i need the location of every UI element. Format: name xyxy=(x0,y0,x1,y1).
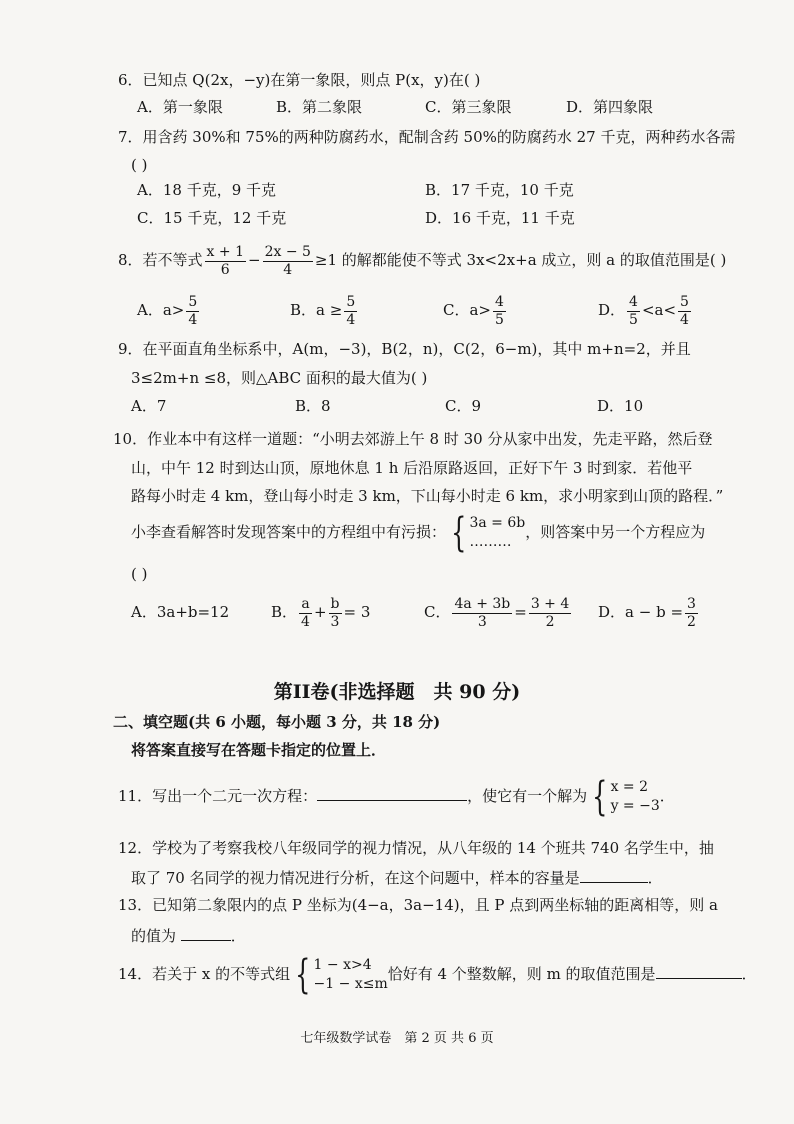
q10-line-1: 10．作业本中有这样一道题：“小明去郊游上午 8 时 30 分从家中出发，先走平路，然后登 xyxy=(113,430,713,448)
q8-option-d-den2: 4 xyxy=(680,311,689,328)
q8-option-b-fraction xyxy=(344,294,357,329)
q8-option-d-mid: <a< xyxy=(641,301,677,319)
q10-system-row-2: ……… xyxy=(469,534,512,550)
q8-option-d xyxy=(598,290,693,330)
q10-option-c-eq: = xyxy=(514,603,527,621)
q8-fraction-1 xyxy=(205,244,246,279)
q8-option-d-num1: 4 xyxy=(629,293,638,310)
q8-option-b-text: B．a ≥ xyxy=(290,301,343,319)
q8-option-d-text: D． xyxy=(598,301,626,319)
q8-option-a xyxy=(137,290,201,330)
q12-answer-blank[interactable] xyxy=(580,866,648,883)
q9-option-b: B．8 xyxy=(295,397,331,415)
q12-line-1: 12．学校为了考察我校八年级同学的视力情况，从八年级的 14 个班共 740 名学生中，抽 xyxy=(118,839,714,857)
q8-option-d-fraction-1 xyxy=(627,294,640,329)
q8-option-a-text: A．a> xyxy=(137,301,185,319)
q10-option-c xyxy=(424,592,573,632)
section-2-title: 第II卷(非选择题 共 90 分) xyxy=(273,681,521,703)
q10-option-c-fraction-1 xyxy=(452,596,512,631)
q10-option-c-den2: 2 xyxy=(545,613,555,630)
q14-inequality-system xyxy=(290,952,388,998)
q10-option-c-num1: 4a + 3b xyxy=(454,595,511,612)
q9-option-a: A．7 xyxy=(131,397,167,415)
q10-option-b-plus: + xyxy=(313,603,327,621)
q11-pre: 11．写出一个二元一次方程： xyxy=(118,787,318,805)
q12-line-2-post: ． xyxy=(647,869,663,887)
q10-option-b-den2: 3 xyxy=(330,613,340,630)
q8-prefix: 8．若不等式 xyxy=(118,251,203,269)
q13-line-2-post: ． xyxy=(230,927,246,945)
q10-equation-system xyxy=(446,510,526,556)
q8-option-b-num: 5 xyxy=(346,293,356,310)
left-brace-icon: { xyxy=(295,952,311,998)
q10-line-4-post: ，则答案中另一个方程应为 xyxy=(525,523,706,541)
q14-stem xyxy=(118,952,757,996)
q10-option-a: A．3a+b=12 xyxy=(131,603,230,621)
q11-mid: ，使它有一个解为 xyxy=(467,787,588,805)
q10-option-b-pre: B． xyxy=(271,603,298,621)
q11-system-row-2: y = −3 xyxy=(610,798,660,814)
q9-option-c: C．9 xyxy=(445,397,482,415)
q8-option-a-fraction xyxy=(186,294,199,329)
q8-option-b-den: 4 xyxy=(346,311,356,328)
q6-option-c: C．第三象限 xyxy=(425,98,512,116)
q8-stem xyxy=(118,240,726,280)
q13-line-2-pre: 的值为 xyxy=(131,927,177,945)
q8-option-c-fraction xyxy=(493,294,506,329)
q13-answer-blank[interactable] xyxy=(181,924,231,941)
q7-option-a: A．18 千克，9 千克 xyxy=(137,181,276,199)
q13-line-1: 13．已知第二象限内的点 P 坐标为(4−a，3a−14)，且 P 点到两坐标轴的距离相等，则 a xyxy=(118,896,718,914)
q8-option-c-den: 5 xyxy=(495,311,504,328)
q6-option-a: A．第一象限 xyxy=(137,98,223,116)
q7-paren: ( ) xyxy=(131,156,148,174)
q8-option-c xyxy=(443,290,508,330)
q14-system-row-2: −1 − x≤m xyxy=(313,976,388,992)
q12-line-2 xyxy=(131,866,663,888)
q6-stem: 6．已知点 Q(2x，−y)在第一象限，则点 P(x，y)在( ) xyxy=(118,71,481,89)
q14-pre: 14．若关于 x 的不等式组 xyxy=(118,965,291,983)
q8-option-a-den: 4 xyxy=(188,311,198,328)
left-brace-icon: { xyxy=(592,774,608,820)
q8-option-b xyxy=(290,290,359,330)
q10-line-2: 山，中午 12 时到达山顶，原地休息 1 h 后沿原路返回，正好下午 3 时到家．若他平 xyxy=(131,459,693,477)
q10-option-d-den: 2 xyxy=(687,613,696,630)
q8-option-d-den1: 5 xyxy=(629,311,638,328)
q10-line-3: 路每小时走 4 km，登山每小时走 3 km，下山每小时走 6 km，求小明家到山顶的路程．” xyxy=(131,487,724,505)
q8-frac1-numerator: x + 1 xyxy=(206,243,244,260)
page-footer: 七年级数学试卷 第 2 页 共 6 页 xyxy=(300,1031,494,1046)
q8-frac2-numerator: 2x − 5 xyxy=(264,243,311,260)
fill-in-instruction: 将答案直接写在答题卡指定的位置上． xyxy=(131,741,387,759)
q10-option-b-fraction-1 xyxy=(299,596,312,631)
q7-option-b: B．17 千克，10 千克 xyxy=(425,181,574,199)
q8-option-c-text: C．a> xyxy=(443,301,491,319)
q12-line-2-pre: 取了 70 名同学的视力情况进行分析，在这个问题中，样本的容量是 xyxy=(131,869,580,887)
q11-answer-blank[interactable] xyxy=(317,784,467,801)
q14-system-row-1: 1 − x>4 xyxy=(313,957,372,973)
q8-suffix: ≥1 的解都能使不等式 3x<2x+a 成立，则 a 的取值范围是( ) xyxy=(314,251,727,269)
q8-minus: − xyxy=(247,251,261,269)
q11-system-row-1: x = 2 xyxy=(610,779,648,795)
q7-option-d: D．16 千克，11 千克 xyxy=(425,209,575,227)
q10-option-b-post: = 3 xyxy=(343,603,371,621)
q8-option-c-num: 4 xyxy=(495,293,504,310)
q8-fraction-2 xyxy=(263,244,313,279)
q8-option-d-num2: 5 xyxy=(680,293,689,310)
q10-line-4-pre: 小李查看解答时发现答案中的方程组中有污损： xyxy=(131,523,447,541)
left-brace-icon: { xyxy=(451,510,467,556)
q10-option-b xyxy=(271,592,370,632)
q11-solution-system xyxy=(587,774,660,820)
q9-line-2: 3≤2m+n ≤8，则△ABC 面积的最大值为( ) xyxy=(131,369,428,387)
q10-option-c-fraction-2 xyxy=(529,596,571,631)
q6-option-b: B．第二象限 xyxy=(276,98,363,116)
q14-answer-blank[interactable] xyxy=(656,962,742,979)
q10-option-d-num: 3 xyxy=(687,595,696,612)
q9-option-d: D．10 xyxy=(597,397,644,415)
q10-option-c-num2: 3 + 4 xyxy=(530,595,570,612)
q8-option-a-num: 5 xyxy=(188,293,198,310)
q8-frac2-denominator: 4 xyxy=(283,261,293,278)
q7-option-c: C．15 千克，12 千克 xyxy=(137,209,287,227)
q10-option-c-den1: 3 xyxy=(477,613,487,630)
fill-in-heading: 二、填空题(共 6 小题，每小题 3 分，共 18 分) xyxy=(113,713,441,731)
q8-option-d-fraction-2 xyxy=(678,294,691,329)
q10-option-d xyxy=(598,592,700,632)
q10-option-b-num2: b xyxy=(330,595,340,612)
q14-mid: 恰好有 4 个整数解，则 m 的取值范围是 xyxy=(387,965,656,983)
q10-option-d-fraction xyxy=(685,596,698,631)
q10-paren: ( ) xyxy=(131,565,148,583)
q10-option-b-fraction-2 xyxy=(329,596,342,631)
q7-stem: 7．用含药 30%和 75%的两种防腐药水，配制含药 50%的防腐药水 27 千克，两种药水各需 xyxy=(118,128,736,146)
q10-option-b-num1: a xyxy=(301,595,310,612)
q11-stem xyxy=(118,774,675,818)
q10-option-d-pre: D．a − b = xyxy=(598,603,684,621)
q10-system-row-1: 3a = 6b xyxy=(469,515,526,531)
q6-option-d: D．第四象限 xyxy=(566,98,654,116)
q10-line-4 xyxy=(131,510,705,554)
q13-line-2 xyxy=(131,924,246,946)
q9-line-1: 9．在平面直角坐标系中，A(m，−3)，B(2，n)，C(2，6−m)，其中 m+n=2，并且 xyxy=(118,340,691,358)
q8-frac1-denominator: 6 xyxy=(220,261,230,278)
q10-option-c-pre: C． xyxy=(424,603,451,621)
q10-option-b-den1: 4 xyxy=(301,613,310,630)
q14-post: ． xyxy=(741,965,757,983)
q11-post: ． xyxy=(659,787,675,805)
